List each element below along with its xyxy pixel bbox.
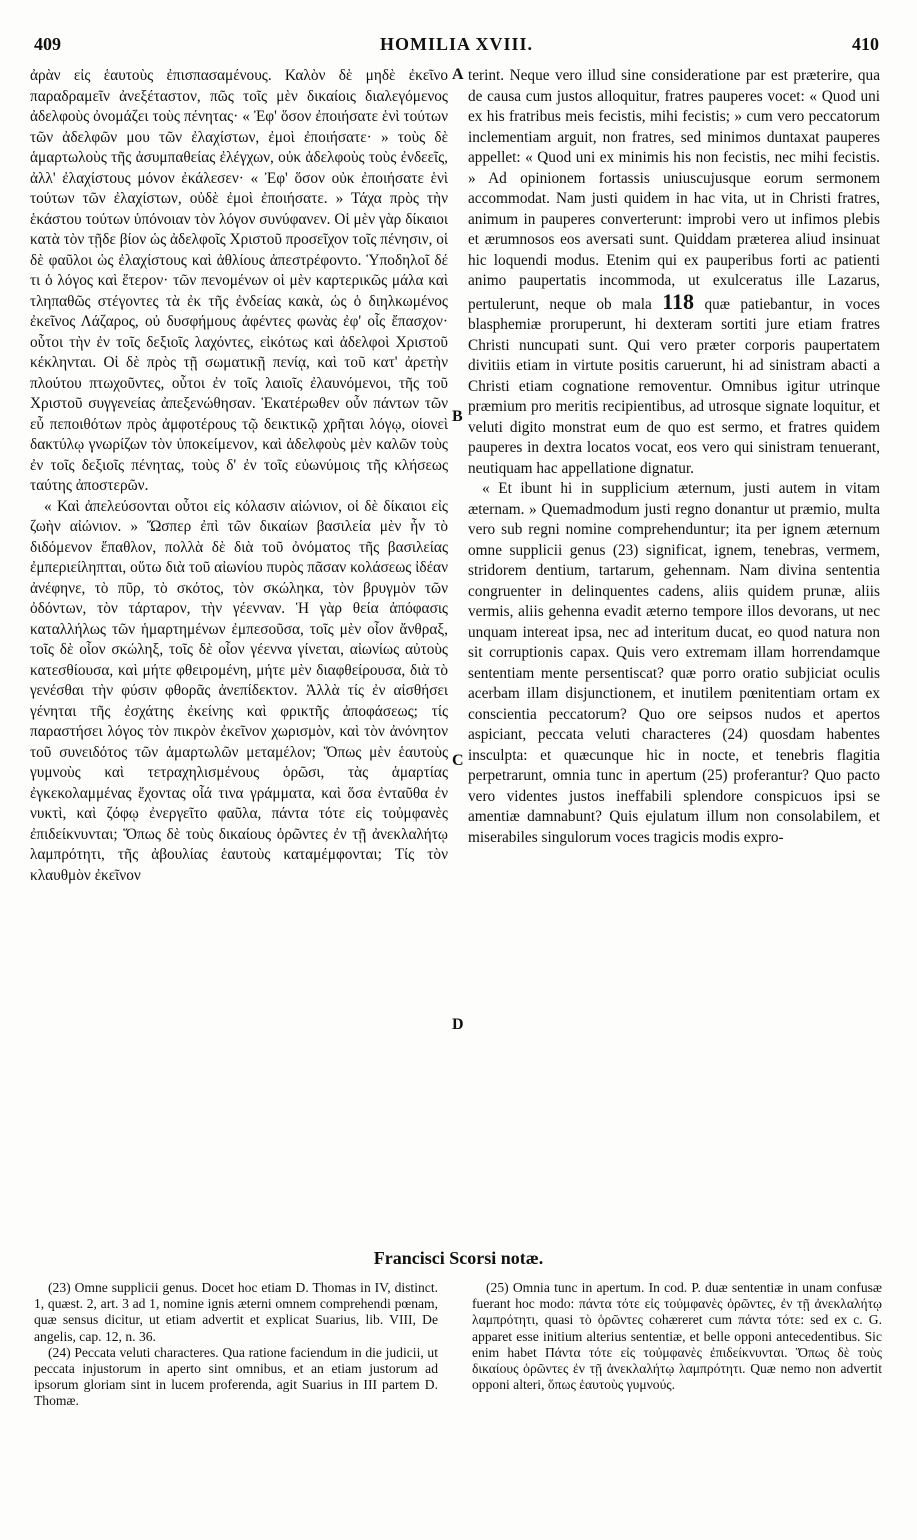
margin-letter-c: C <box>452 752 464 769</box>
greek-paragraph: « Καὶ ἀπελεύσονται οὗτοι εἰς κόλασιν αἰώνιον, οἱ δὲ δίκαιοι εἰς ζωὴν αἰώνιον. » Ὥσπερ ἐπὶ τῶν δικαίων βασιλεία μὲν ἦν τὸ διδόμενον ἔπαθλον, πολλὰ δὲ διὰ τοῦ ὀνόματος τῆς βασιλείας ἐμπεριείληπται, οὕτω διὰ τοῦ αἰωνίου πυρὸς πᾶσαν κολάσεως ἰδέαν ἀνέφηνε, τὸ πῦρ, τὸ σκότος, τὸν σκώληκα, τὸν βρυγμὸν τῶν ὀδόντων, τὸν τάρταρον, τὴν γέενναν. Ἡ γὰρ θεία ἀπόφασις καταλλήλως τῶν ἡμαρτημένων ἐμπεσοῦσα, τοῖς μὲν οἷον ἄνθραξ, τοῖς δὲ οἷον σκώληξ, τοῖς δὲ οἷον γέεννα γίνεται, αἰωνίως αὐτοὺς κατεσθίουσα, καὶ μήτε φθειρομένη, μήτε μὲν διαφθείρουσα, διὰ τὸ γενέσθαι τὴν φύσιν φθορᾶς ἀνεπίδεκτον. Ἀλλὰ τίς ἐν αἰσθήσει γένηται τῆς ἐσχάτης ἐκείνης καὶ φρικτῆς ἀποφάσεως; τίς παραστήσει λόγος τὸν πικρὸν ἐκεῖνον χωρισμὸν, καὶ τὸν ἀνόνητον τοῦ συνειδότος τῶν ἁμαρτωλῶν μεταμέλον; Ὅπως μὲν ἑαυτοὺς γυμνοὺς καὶ τετραχηλισμένους ὁρῶσι, τὰς ἁμαρτίας ἐγκεκολαμμένας ἔχοντας οἷά τινα γράμματα, καὶ ὅσα ἐνταῦθα ἐν νυκτὶ, καὶ ζόφῳ ἐνεργεῖτο φαῦλα, πάντα τότε εἰς τοὐμφανὲς ἐπιδείκνυνται; Ὅπως δὲ τοὺς δικαίους ὁρῶντες ἐν τῇ ἀνεκλαλήτῳ λαμπρότητι, τῆς ἀβουλίας ἑαυτοὺς καταμέμφονται; Τίς τὸν κλαυθμὸν ἐκεῖνον <box>30 497 448 884</box>
margin-letter-b: B <box>452 408 463 425</box>
footnote: (24) Peccata veluti characteres. Qua ratione faciendum in die judicii, ut peccata injustorum in aperto sint omnibus, et an etiam justorum ad ipsorum gloriam sint in lucem proferenda, agit Suarius in III partem D. Thomæ. <box>34 1344 438 1409</box>
page-header <box>34 34 879 56</box>
latin-text: terint. Neque vero illud sine consideratione par est præterire, qua de causa cum justos alloquitur, fratres pauperes vocet: « Quod uni ex his fratribus meis fecistis, mihi fecistis; » cum vero peccatorum inclementiam arguit, non fratres, sed minimos duntaxat pauperes appellet: « Quod uni ex minimis his non fecistis, nec mihi fecistis. » Ad opinionem fortassis uniuscujusque eorum sermonem accommodat. Nam justi quidem in hac vita, ut in Christi fratres, animum in pauperes converterunt: improbi vero ut infimos plebis et ærumnosos eos aversati sunt. Quiddam præterea aliud insinuat hic loquendi modus. Etenim qui ex pauperibus forti ac patienti animo paupertatis incommoda, ut exulceratus ille Lazarus, pertulerunt, neque ob mala <box>468 67 880 313</box>
greek-column <box>30 66 448 1216</box>
margin-letter-a: A <box>452 66 464 83</box>
latin-paragraph: « Et ibunt hi in supplicium æternum, justi autem in vitam æternam. » Quemadmodum justi regno donantur ut præmio, multa vero sub regni nomine comprehenduntur; ita per ignem æternum omne supplicii genus (23) significat, ignem, tenebras, vermem, stridorem dentium, tartarum, gehennam. Nam divina sententia congruenter in delinquentes cadens, aliis quidem prunæ, aliis vermis, aliis gehenna evadit æterno tempore illos devorans, ut nec unquam intereat ipsa, nec ad interitum ducat, eo quod natura non sit corruptionis capax. Quis vero extremam illam horrendamque sententiam mente persentiscat? quæ porro oratio subjiciat oculis acerbam illam disjunctionem, et inutilem pœnitentiam ortam ex conscientia peccatorum? Quo ore seipsos nudos et apertos aspiciant, peccata veluti characteres (24) quosdam habentes insculpta: et quæcunque hic in nocte, et tenebris flagitia perpetrarunt, omnia tunc in apertum (25) proferantur? Quo pacto vero videntes justos ineffabili splendore conspicuos ipsi se amentiæ damnabunt? Quis ejulatum illum non consolabilem, et miserabiles singulorum voces tragicis modis expro- <box>468 480 880 846</box>
notes-left <box>34 1280 438 1410</box>
footnote: (23) Omne supplicii genus. Docet hoc etiam D. Thomas in IV, distinct. 1, quæst. 2, art. 3 ad 1, nomine ignis æterni omnem comprehendi pœnam, quæ sensus dicitur, ut etiam advertit et explicat Suarius, lib. VIII, De angelis, cap. 12, n. 36. <box>34 1280 438 1344</box>
latin-column <box>468 66 880 1216</box>
page-number-left: 409 <box>34 34 61 54</box>
footnote: (25) Omnia tunc in apertum. In cod. P. duæ sententiæ in unam confusæ fuerant hoc modo: πάντα τότε εἰς τοὐμφανὲς ὁρῶντες, ἐν τῇ ἀνεκλαλήτῳ λαμπρότητι, quasi τὸ ὁρῶντες cohæreret cum πάντα τότε: sed ex c. G. apparet esse initium alterius sententiæ, et belle opponi antecedentibus. Sic enim habet Πάντα τότε εἰς τοὐμφανὲς ἐπιδείκνυνται. Ὅπως δὲ τοὺς δικαίους ὁρῶντες ἐν τῇ ἀνεκλαλήτῳ λαμπρότητι. Quæ nemo non advertit opponi alteri, ὅπως ἑαυτοὺς γυμνούς. <box>472 1280 882 1393</box>
latin-paragraph <box>468 66 880 479</box>
greek-paragraph: ἀρὰν εἰς ἑαυτοὺς ἐπισπασαμένους. Καλὸν δὲ μηδὲ ἐκεῖνο παραδραμεῖν ἀνεξέταστον, πῶς τοῖς μὲν δικαίοις διαλεγόμενος ἀδελφοὺς ὀνομάζει τοὺς πένητας· « Ἐφ' ὅσον ἐποιήσατε ἑνὶ τούτων τῶν ἀδελφῶν μου τῶν ἐλαχίστων, ἐμοὶ ἐποιήσατε· » τοὺς δὲ ἁμαρτωλοὺς τῆς ἀσυμπαθείας ἐλέγχων, οὐκ ἀδελφοὺς τοὺς ἐνδεεῖς, ἀλλ' ἐλαχίστους μόνον ἐκάλεσεν· « Ἐφ' ὅσον οὐκ ἐποιήσατε ἑνὶ τούτων τῶν ἐλαχίστων, οὐδὲ ἐμοὶ ἐποιήσατε. » Τάχα πρὸς τὴν ἑκάστου τούτων ὑπόνοιαν τὸν λόγον συνύφανεν. Οἱ μὲν γὰρ δίκαιοι κατὰ τὸν τῇδε βίον ὡς ἀδελφοῖς Χριστοῦ προσεῖχον τοῖς πένησιν, οἱ δὲ φαῦλοι ὡς ἐλαχίστους καὶ ἀθλίους ἀπεστρέφοντο. Ὑποδηλοῖ δέ τι ὁ λόγος καὶ ἕτερον· τῶν πενομένων οἱ μὲν καρτερικῶς μάλα καὶ τληπαθῶς στέγοντες τὰ ἐκ τῆς ἐνδείας κακὰ, ὡς ὁ διηλκωμένος ἐκεῖνος Λάζαρος, οὐ δυσφήμους ἀφέντες φωνὰς ἐφ' οἷς ἔπασχον· οὗτοι τὴν ἐν τοῖς δεξιοῖς λαχόντες, εἰκότως καὶ ἀδελφοὶ Χριστοῦ κέκληνται. Οἱ δὲ πρὸς τῇ σωματικῇ πενίᾳ, καὶ τοῦ κατ' ἀρετὴν πλούτου πτωχοῦντες, οὗτοι ἐν τοῖς λαιοῖς ἐλαυνόμενοι, τῆς τοῦ Χριστοῦ συγγενείας ἀπεξενώθησαν. Ἑκατέρωθεν οὖν πάντων τῶν εὖ πεποιθότων πρὸς ἀμφοτέρους τῷ δεικτικῷ χρῆται λόγῳ, οἱονεὶ δακτύλῳ γνωρίζων τὸν ὑποκείμενον, καὶ ἀδελφοὺς μὲν καλῶν τοὺς ἐν τοῖς δεξιοῖς πένητας, τοὺς δ' ἐν τοῖς εὐωνύμοις τῆς κλήσεως ταύτης ἀποστερῶν. <box>30 67 448 494</box>
page-number-right: 410 <box>852 34 879 54</box>
notes-right <box>472 1280 882 1393</box>
notes-title: Francisci Scorsi notæ. <box>373 1248 544 1268</box>
latin-text: quæ patiebantur, in voces blasphemiæ proruperunt, hi dexteram sortiti jure etiam fratres Christi nuncupati sunt. Qui vero præter corporis paupertatem divitiis etiam in virtute positis caruerunt, hi ad sinistram abacti a Christi etiam cognatione removentur. Omnibus igitur utrinque præmium pro meritis recipientibus, ad utrosque signate loquitur, et veluti digito monstrat eum de quo est sermo, et fratres quidem pauperes in dextra locatos vocat, eos vero qui sinistram tenuerant, neutiquam hac appellatione dignatur. <box>468 295 880 477</box>
page-title: HOMILIA XVIII. <box>379 34 534 54</box>
page-marker: 118 <box>662 288 695 314</box>
margin-letter-d: D <box>452 1016 464 1033</box>
